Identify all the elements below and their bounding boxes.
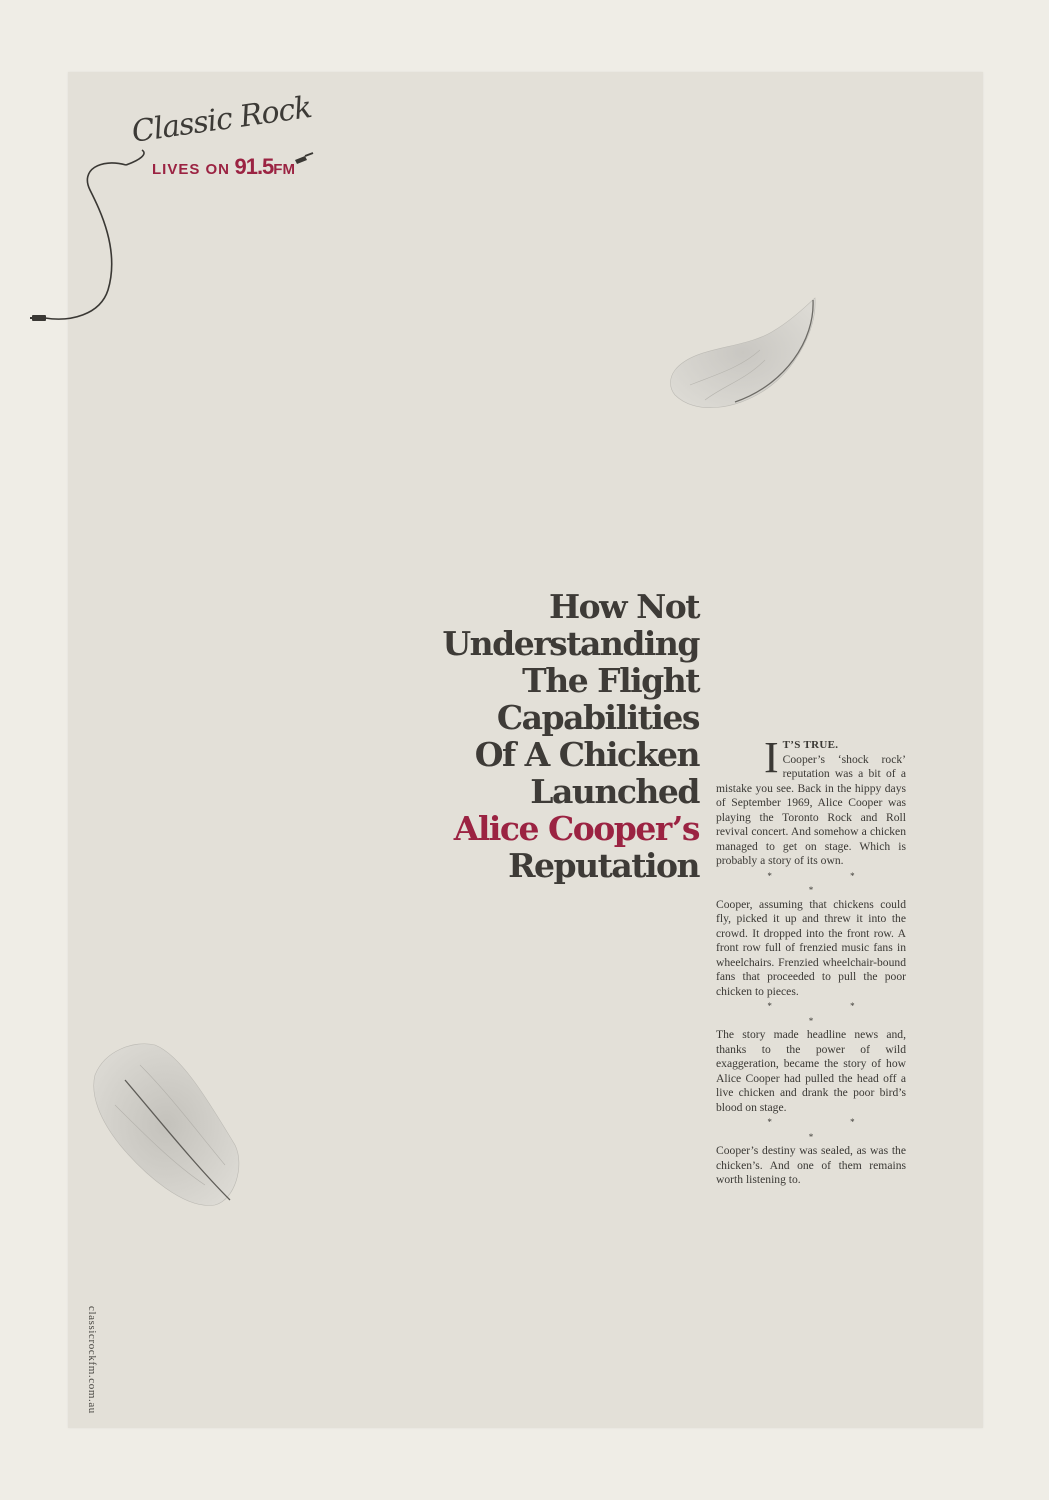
- drop-cap: I: [764, 733, 779, 782]
- headline-line: The Flight: [522, 661, 699, 700]
- logo-lives-on: LIVES ON: [152, 161, 231, 178]
- article-paragraph: Cooper, assuming that chickens could fly, picked it up and threw it into the crowd. It dropped into the front row. A front row full of frenzied music fans in wheelchairs. Frenzied wheelchair-bound fans that proceeded to pull the poor chicken to pieces.: [716, 897, 906, 998]
- article-paragraph: Cooper’s destiny was sealed, as was the chicken’s. And one of them remains worth listening to.: [716, 1144, 906, 1186]
- headline: [369, 588, 699, 884]
- section-separator: * * *: [767, 870, 893, 895]
- headline-line: Of A Chicken: [474, 735, 699, 774]
- headline-accent-line: Alice Cooper’s: [453, 809, 699, 848]
- section-separator: * * *: [767, 1001, 893, 1026]
- section-separator: * * *: [767, 1117, 893, 1142]
- logo-script: Classic Rock: [129, 90, 314, 150]
- feather-icon: [85, 1035, 255, 1215]
- article-paragraph: The story made headline news and, thanks to the power of wild exaggeration, became the story of how Alice Cooper had pulled the head off a live chicken and drank the poor bird’s blood on stage.: [716, 1028, 906, 1114]
- logo-unit: FM: [273, 161, 295, 178]
- headline-line: Capabilities: [496, 698, 699, 737]
- feather-icon: [665, 290, 835, 420]
- article-lead: T’S TRUE.: [782, 739, 839, 751]
- article-paragraph: [716, 733, 906, 869]
- headline-line: Reputation: [508, 846, 699, 885]
- logo-frequency: 91.5: [234, 154, 274, 179]
- headline-line: How Not: [548, 587, 699, 626]
- article-body: [716, 733, 906, 1188]
- logo-tagline: [152, 154, 295, 180]
- headline-line: Understanding: [442, 624, 699, 663]
- headline-line: Launched: [530, 772, 699, 811]
- website-url: classicrockfm.com.au: [86, 1306, 98, 1414]
- article-paragraph-text: Cooper’s ‘shock rock’ reputation was a bit of a mistake you see. Back in the hippy days of September 1969, Alice Cooper was playing the Toronto Rock and Roll revival concert. And somehow a chicken managed to get on stage. Which is probably a story of its own.: [716, 752, 906, 867]
